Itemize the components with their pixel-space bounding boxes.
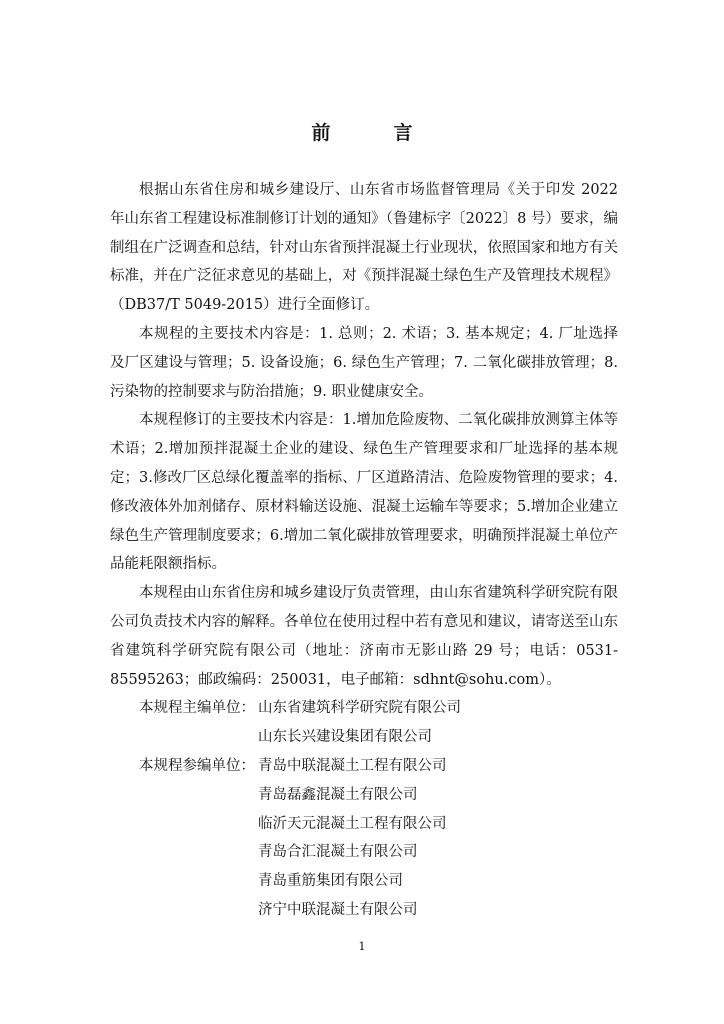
page-number: 1 [358,940,366,953]
participating-unit-row [110,752,618,781]
participating-units-label: 本规程参编单位： [139,757,255,774]
chief-unit-row [110,694,618,723]
chief-unit-row [110,723,618,752]
unit-label-spacer [110,896,258,925]
unit-label-spacer [110,781,258,810]
paragraph-revision-contents: 本规程修订的主要技术内容是：1.增加危险废物、二氧化碳排放测算主体等术语；2.增加预拌混凝土企业的建设、绿色生产管理要求和厂址选择的基本规定；3.修改厂区总绿化覆盖率的指标、厂区道路清洁、危险废物管理的要求；4.修改液体外加剂储存、原材料输送设施、混凝土运输车等要求；5.增加企业建立绿色生产管理制度要求；6.增加二氧化碳排放管理要求，明确预拌混凝土单位产品能耗限额指标。 [110,412,618,573]
participating-unit-name: 济宁中联混凝土有限公司 [258,901,418,918]
participating-unit-name: 青岛中联混凝土工程有限公司 [258,757,447,774]
participating-unit-row [110,781,618,810]
unit-label-spacer [110,723,258,752]
page-title: 前 言 [311,122,435,144]
participating-unit-row [110,810,618,839]
document-body [110,176,618,925]
participating-unit-row [110,867,618,896]
unit-label-spacer [110,810,258,839]
participating-unit-row [110,896,618,925]
participating-unit-name: 临沂天元混凝土工程有限公司 [258,815,447,832]
chief-units-label: 本规程主编单位： [139,700,255,717]
participating-unit-name: 青岛磊鑫混凝土有限公司 [258,786,418,803]
chief-unit-name: 山东长兴建设集团有限公司 [258,729,432,746]
unit-label-spacer [110,838,258,867]
paragraph-background: 根据山东省住房和城乡建设厅、山东省市场监督管理局《关于印发 2022 年山东省工程建设标准制修订计划的通知》（鲁建标字〔2022〕8 号）要求，编制组在广泛调查和总结，针对山东省预拌混凝土行业现状，依照国家和地方有关标准，并在广泛征求意见的基础上，对《预拌混凝土绿色生产及管理技术规程》（DB37/T 5049-2015）进行全面修订。 [110,182,618,314]
participating-unit-name: 青岛合汇混凝土有限公司 [258,844,418,861]
participating-unit-name: 青岛重筋集团有限公司 [258,873,403,890]
participating-unit-row [110,838,618,867]
paragraph-management: 本规程由山东省住房和城乡建设厅负责管理，由山东省建筑科学研究院有限公司负责技术内容的解释。各单位在使用过程中若有意见和建议，请寄送至山东省建筑科学研究院有限公司（地址：济南市无影山路 29 号；电话：0531-85595263；邮政编码：250031，电子邮箱：sdhnt@sohu.com）。 [110,585,618,688]
unit-label-spacer [110,867,258,896]
chief-unit-name: 山东省建筑科学研究院有限公司 [258,700,461,717]
paragraph-main-contents: 本规程的主要技术内容是：1. 总则；2. 术语；3. 基本规定；4. 厂址选择及厂区建设与管理；5. 设备设施；6. 绿色生产管理；7. 二氧化碳排放管理；8. 污染物的控制要求与防治措施；9. 职业健康安全。 [110,325,618,400]
